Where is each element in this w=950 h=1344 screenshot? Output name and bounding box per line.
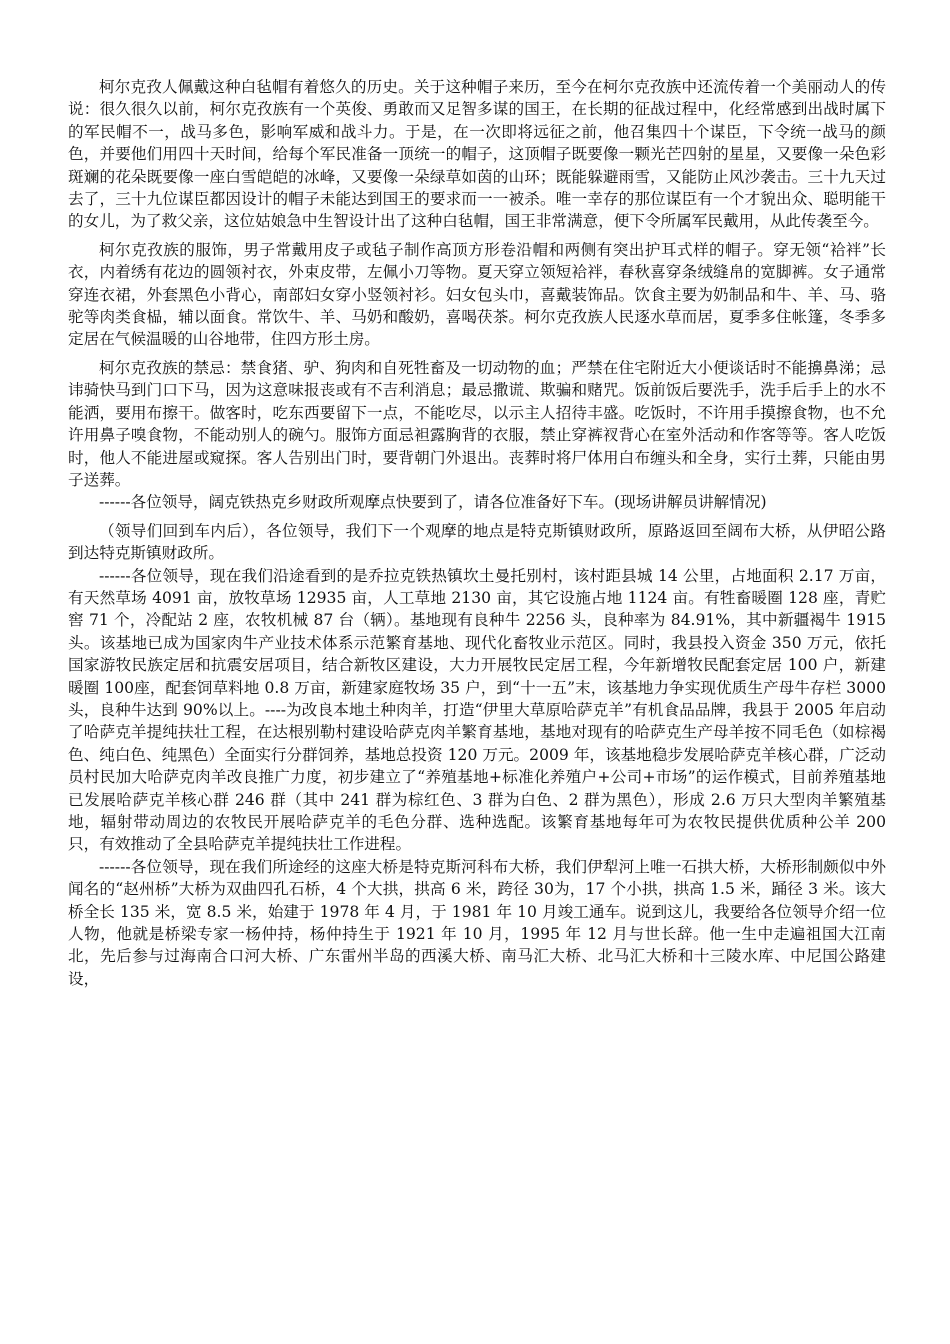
paragraph-kirgiz-taboos: 柯尔克孜族的禁忌：禁食猪、驴、狗肉和自死牲畜及一切动物的血；严禁在住宅附近大小便谈话时不能擤鼻涕；忌讳骑快马到门口下马，因为这意味报丧或有不吉利消息；最忌撒谎、欺骗和赌咒。饭前饭后要洗手，洗手后手上的水不能洒，要用布擦干。做客时，吃东西要留下一点，不能吃尽，以示主人招待丰盛。吃饭时，不许用手摸擦食物，也不允许用鼻子嗅食物，不能动别人的碗勺。服饰方面忌袒露胸背的衣服，禁止穿裤衩背心在室外活动和作客等等。客人吃饭时，他人不能进屋或窥探。客人告别出门时，要背朝门外退出。丧葬时将尸体用白布缠头和全身，实行土葬，只能由男子送葬。	[68, 358, 886, 489]
paragraph-legend-of-white-felt-hat: 柯尔克孜人佩戴这种白毡帽有着悠久的历史。关于这种帽子来历，至今在柯尔克孜族中还流传着一个美丽动人的传说：很久很久以前，柯尔克孜族有一个英俊、勇敢而又足智多谋的国王，在长期的征战过程中，化经常感到出战时属下的军民帽不一，战马多色，影响军威和战斗力。于是，在一次即将远征之前，他召集四十个谋臣，下令统一战马的颜色，并要他们用四十天时间，给每个军民准备一顶统一的帽子，这顶帽子既要像一颗光芒四射的星星，又要像一朵色彩斑斓的花朵既要像一座白雪皑皑的冰峰，又要像一朵绿草如茵的山环；既能躲避雨雪，又能防止风沙袭击。三十九天过去了，三十九位谋臣都因设计的帽子未能达到国王的要求而一一被杀。唯一幸存的那位谋臣有一个才貌出众、聪明能干的女儿，为了救父亲，这位姑娘急中生智设计出了这种白毡帽，国王非常满意，便下令所属军民戴用，从此传袭至今。	[68, 78, 886, 231]
paragraph-livestock-base: ------各位领导，现在我们沿途看到的是乔拉克铁热镇坎土曼托别村，该村距县城 14 公里，占地面积 2.17 万亩，有天然草场 4091 亩，放牧草场 12935 亩，人工草地 2130 亩，其它设施占地 1124 亩。有牲畜暖圈 128 座，青贮窖 71 个，冷配站 2 座，农牧机械 87 台（辆）。基地现有良种牛 2256 头，良种率为 84.91%，其中新疆褐牛 1915 头。该基地已成为国家肉牛产业技术体系示范繁育基地、现代化畜牧业示范区。同时，我县投入资金 350 万元，依托国家游牧民族定居和抗震安居项目，结合新牧区建设，大力开展牧民定居工程，今年新增牧民配套定居 100 户，新建暖圈 100座，配套饲草料地 0.8 万亩，新建家庭牧场 35 户，到“十一五”末，该基地力争实现优质生产母牛存栏 3000 头，良种牛达到 90%以上。----为改良本地土种肉羊，打造“伊里大草原哈萨克羊”有机食品品牌，我县于 2005 年启动了哈萨克羊提纯扶壮工程，在达根别勒村建设哈萨克肉羊繁育基地，基地对现有的哈萨克生产母羊按不同毛色（如棕褐色、纯白色、纯黑色）全面实行分群饲养，基地总投资 120 万元。2009 年，该基地稳步发展哈萨克羊核心群，广泛动员村民加大哈萨克肉羊改良推广力度，初步建立了“养殖基地+标准化养殖户+公司+市场”的运作模式，目前养殖基地已发展哈萨克羊核心群 246 群（其中 241 群为棕红色、3 群为白色、2 群为黑色），形成 2.6 万只大型肉羊繁殖基地，辐射带动周边的农牧民开展哈萨克羊的毛色分群、选种选配。该繁育基地每年可为农牧民提供优质种公羊 200 只，有效推动了全县哈萨克羊提纯扶壮工作进程。	[68, 566, 886, 854]
paragraph-next-stop: （领导们回到车内后），各位领导，我们下一个观摩的地点是特克斯镇财政所，原路返回至阔布大桥，从伊昭公路到达特克斯镇财政所。	[68, 521, 886, 563]
paragraph-kebu-bridge: ------各位领导，现在我们所途经的这座大桥是特克斯河科布大桥，我们伊犁河上唯一石拱大桥，大桥形制颇似中外闻名的“赵州桥”大桥为双曲四孔石桥，4 个大拱，拱高 6 米，跨径 30为，17 个小拱，拱高 1.5 米，踊径 3 米。该大桥全长 135 米，宽 8.5 米，始建于 1978 年 4 月，于 1981 年 10 月竣工通车。说到这儿，我要给各位领导介绍一位人物，他就是桥梁专家一杨仲持，杨仲持生于 1921 年 10 月，1995 年 12 月与世长辞。他一生中走遍祖国大江南北，先后参与过海南合口河大桥、广东雷州半岛的西溪大桥、南马汇大桥、北马汇大桥和十三陵水库、中尼国公路建设，	[68, 857, 886, 988]
paragraph-kirgiz-clothing-and-diet: 柯尔克孜族的服饰，男子常戴用皮子或毡子制作高顶方形卷沿帽和两侧有突出护耳式样的帽子。穿无领“袷袢”长衣，内着绣有花边的圆领衬衣，外束皮带，左佩小刀等物。夏天穿立领短袷袢，春秋喜穿条绒缝帛的宽脚裤。女子通常穿连衣裙，外套黑色小背心，南部妇女穿小竖领衬衫。妇女包头巾，喜戴装饰品。饮食主要为奶制品和牛、羊、马、骆驼等肉类食榀，辅以面食。常饮牛、羊、马奶和酸奶，喜喝茯茶。柯尔克孜族人民逐水草而居，夏季多住帐篷，冬季多定居在气候温暖的山谷地带，住四方形土房。	[68, 240, 886, 349]
paragraph-arrival-notice: ------各位领导，阔克铁热克乡财政所观摩点快要到了，请各位准备好下车。(现场讲解员讲解情况)	[99, 493, 767, 512]
